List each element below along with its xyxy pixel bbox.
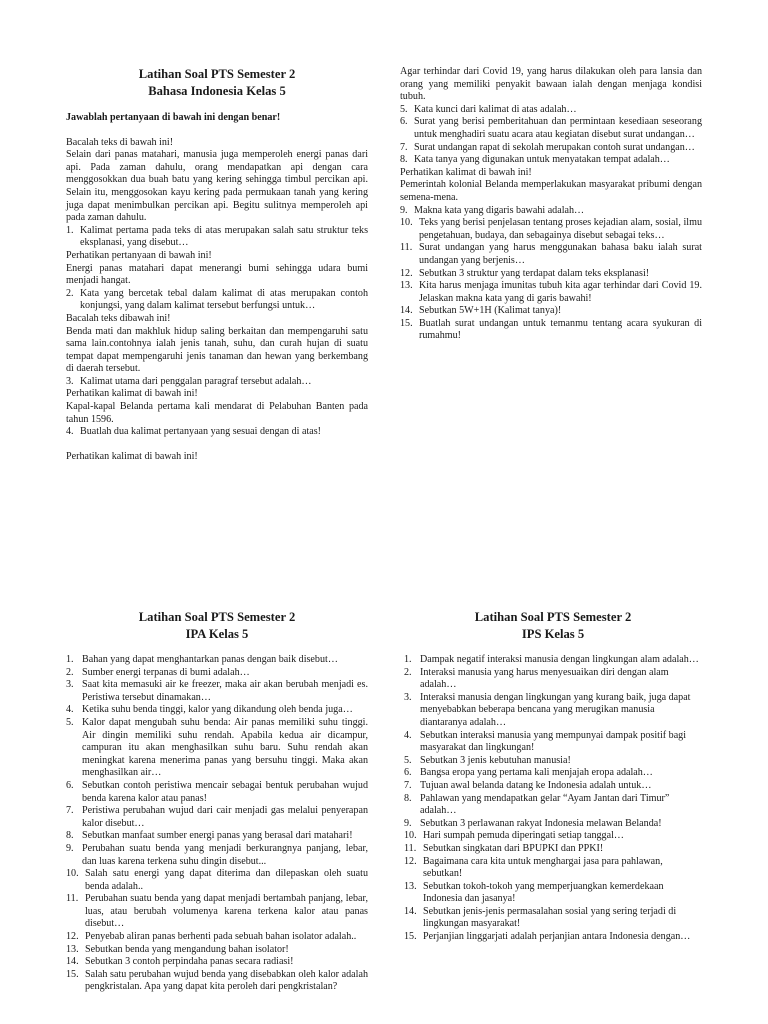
question-4: 4. Ketika suhu benda tinggi, kalor yang dikandung oleh benda juga… — [66, 704, 353, 716]
section-title — [66, 609, 368, 642]
question-list — [66, 225, 368, 250]
question-5: 5. Sebutkan 3 jenis kebutuhan manusia! — [404, 754, 571, 766]
question-list — [404, 654, 702, 944]
question-2: 2. Kata yang bercetak tebal dalam kalimat di atas merupakan contoh konjungsi, yang dalam kalimat tersebut berfungsi untuk… — [66, 287, 368, 312]
question-6: 6. Surat yang berisi pemberitahuan dan permintaan kesediaan seseorang untuk menghadiri suatu acara atau kegiatan disebut surat undangan… — [400, 116, 702, 140]
title-line-2: Bahasa Indonesia Kelas 5 — [148, 83, 286, 98]
title-line-1: Latihan Soal PTS Semester 2 — [138, 610, 296, 624]
passage: Benda mati dan makhluk hidup saling berkaitan dan mempengaruhi satu sama lain.contohnya ialah jenis tanah, suhu, dan curah hujan di suatu tempat dapat mempengaruhi jenis tanaman dan hewan yang berkembang di daerah tersebut. — [66, 325, 368, 375]
title-line-1: Latihan Soal PTS Semester 2 — [138, 67, 296, 81]
note: Perhatikan kalimat di bawah ini! — [66, 451, 198, 463]
question-list — [66, 376, 368, 389]
question-2: 2. Interaksi manusia yang harus menyesuaikan diri dengan alam adalah… — [404, 666, 669, 691]
question-1: 1. Dampak negatif interaksi manusia dengan lingkungan alam adalah… — [404, 654, 699, 665]
question-11: 11. Surat undangan yang harus menggunakan bahasa baku ialah surat undangan yang berjenis… — [400, 242, 702, 266]
question-3: 3. Kalimat utama dari penggalan paragraf tersebut adalah… — [66, 375, 312, 387]
question-5: 5. Kalor dapat mengubah suhu benda: Air panas memiliki suhu tinggi. Air dingin memiliki suhu rendah. Apabila kedua air dicampur, campuran itu akan menghasilkan suhu baru. Suhu rendah akan meningkat karena menerima panas yang bersuhu tinggi. Maka akan menghasilkan air… — [66, 716, 368, 779]
question-list — [400, 205, 702, 344]
read-instruction: Bacalah teks di bawah ini! — [66, 136, 174, 148]
question-1: 1. Kalimat pertama pada teks di atas merupakan salah satu struktur teks eksplanasi, yang disebut… — [66, 224, 368, 249]
bahasa-indonesia-section — [66, 66, 368, 464]
title-line-2: IPA Kelas 5 — [185, 626, 249, 641]
passage: Selain dari panas matahari, manusia juga memperoleh energi panas dari api. Pada zaman dahulu, orang mendapatkan api dengan cara menggosokkan dua buah batu yang kering sehingga timbul percikan api. Selain itu, menggosokan kayu kering pada permukaan tanah yang kering juga dapat menimbulkan percikan api. Begitu sulitnya memperoleh api pada zaman dahulu. — [66, 149, 368, 224]
question-13: 13. Sebutkan benda yang mengandung bahan isolator! — [66, 943, 289, 955]
question-15: 15. Buatlah surat undangan untuk temanmu tentang acara syukuran di rumahmu! — [400, 317, 702, 342]
question-13: 13. Sebutkan tokoh-tokoh yang memperjuangkan kemerdekaan Indonesia dan jasanya! — [404, 880, 664, 905]
question-15: 15. Perjanjian linggarjati adalah perjanjian antara Indonesia dengan… — [404, 931, 691, 943]
question-5: 5. Kata kunci dari kalimat di atas adalah… — [400, 103, 577, 115]
question-12: 12. Sebutkan 3 struktur yang terdapat dalam teks eksplanasi! — [400, 267, 650, 279]
question-3: 3. Interaksi manusia dengan lingkungan yang kurang baik, juga dapat menyebabkan beberapa bencana yang merugikan manusia diantaranya adalah… — [404, 691, 691, 728]
question-12: 12. Penyebab aliran panas berhenti pada sebuah bahan isolator adalah.. — [66, 931, 357, 943]
question-14: 14. Sebutkan 5W+1H (Kalimat tanya)! — [400, 305, 562, 317]
note: Perhatikan pertanyaan di bawah ini! — [66, 249, 212, 261]
question-14: 14. Sebutkan 3 contoh perpindaha panas secara radiasi! — [66, 956, 294, 968]
question-13: 13. Kita harus menjaga imunitas tubuh kita agar terhindar dari Covid 19. Jelaskan makna kata yang di garis bawahi! — [400, 280, 702, 304]
section-title — [66, 66, 368, 99]
section-title — [404, 609, 702, 642]
question-1: 1. Bahan yang dapat menghantarkan panas dengan baik disebut… — [66, 654, 338, 665]
bahasa-indonesia-continued — [400, 66, 702, 343]
question-4: 4. Buatlah dua kalimat pertanyaan yang sesuai dengan di atas! — [66, 426, 322, 438]
question-list — [66, 426, 368, 439]
question-8: 8. Pahlawan yang mendapatkan gelar “Ayam Jantan dari Timur” adalah… — [404, 792, 670, 817]
question-10: 10. Salah satu energi yang dapat diterima dan dilepaskan oleh suatu benda adalah.. — [66, 868, 368, 892]
question-12: 12. Bagaimana cara kita untuk menghargai jasa para pahlawan, sebutkan! — [404, 855, 663, 880]
title-line-1: Latihan Soal PTS Semester 2 — [474, 610, 632, 624]
sentence: Pemerintah kolonial Belanda memperlakukan masyarakat pribumi dengan semena-mena. — [400, 179, 702, 203]
question-list — [400, 104, 702, 167]
question-11: 11. Sebutkan singkatan dari BPUPKI dan PPKI! — [404, 842, 604, 854]
question-list — [66, 654, 368, 994]
question-8: 8. Kata tanya yang digunakan untuk menyatakan tempat adalah… — [400, 154, 670, 166]
passage: Agar terhindar dari Covid 19, yang harus dilakukan oleh para lansia dan orang yang memiliki penyakit bawaan ialah dengan menjaga kondisi tubuh. — [400, 66, 702, 103]
question-7: 7. Peristiwa perubahan wujud dari cair menjadi gas melalui penyerapan kalor disebut… — [66, 805, 368, 829]
ips-section — [404, 609, 702, 944]
question-11: 11. Perubahan suatu benda yang dapat menjadi bertambah panjang, lebar, luas, atau berubah volumenya karena terkena kalor atau panas disebut… — [66, 893, 368, 930]
question-9: 9. Sebutkan 3 perlawanan rakyat Indonesia melawan Belanda! — [404, 817, 662, 829]
question-10: 10. Hari sumpah pemuda diperingati setiap tanggal… — [404, 830, 624, 842]
question-9: 9. Makna kata yang digaris bawahi adalah… — [400, 204, 585, 216]
note: Perhatikan kalimat di bawah ini! — [400, 166, 532, 178]
question-10: 10. Teks yang berisi penjelasan tentang proses kejadian alam, sosial, ilmu pengetahuan, budaya, dan sebagainya disebut sebagai teks… — [400, 217, 702, 241]
question-7: 7. Surat undangan rapat di sekolah merupakan contoh surat undangan… — [400, 141, 695, 153]
question-2: 2. Sumber energi terpanas di bumi adalah… — [66, 666, 250, 678]
question-6: 6. Sebutkan contoh peristiwa mencair sebagai bentuk perubahan wujud benda karena kalor atau panas! — [66, 779, 368, 804]
question-7: 7. Tujuan awal belanda datang ke Indonesia adalah untuk… — [404, 779, 652, 791]
question-8: 8. Sebutkan manfaat sumber energi panas yang berasal dari matahari! — [66, 830, 353, 842]
question-4: 4. Sebutkan interaksi manusia yang mempunyai dampak positif bagi masyarakat dan lingkungan! — [404, 729, 687, 754]
note: Perhatikan kalimat di bawah ini! — [66, 388, 198, 400]
question-15: 15. Salah satu perubahan wujud benda yang disebabkan oleh kalor adalah pengkristalan. Apa yang dapat kita peroleh dari pengkristalan? — [66, 968, 368, 993]
instruction: Jawablah pertanyaan di bawah ini dengan benar! — [66, 112, 281, 123]
ipa-section — [66, 609, 368, 994]
question-9: 9. Perubahan suatu benda yang menjadi berkurangnya panjang, lebar, dan luas karena terkena suhu dingin disebut... — [66, 842, 368, 867]
question-list — [66, 288, 368, 313]
question-14: 14. Sebutkan jenis-jenis permasalahan sosial yang sering terjadi di lingkungan masyarakat! — [404, 905, 677, 930]
sentence: Energi panas matahari dapat menerangi bumi sehingga udara bumi menjadi hangat. — [66, 262, 368, 287]
read-instruction: Bacalah teks dibawah ini! — [66, 312, 171, 324]
question-3: 3. Saat kita memasuki air ke freezer, maka air akan berubah menjadi es. Peristiwa tersebut dinamakan… — [66, 679, 368, 703]
sentence: Kapal-kapal Belanda pertama kali mendarat di Pelabuhan Banten pada tahun 1596. — [66, 401, 368, 425]
question-6: 6. Bangsa eropa yang pertama kali menjajah eropa adalah… — [404, 767, 653, 779]
title-line-2: IPS Kelas 5 — [521, 626, 585, 641]
